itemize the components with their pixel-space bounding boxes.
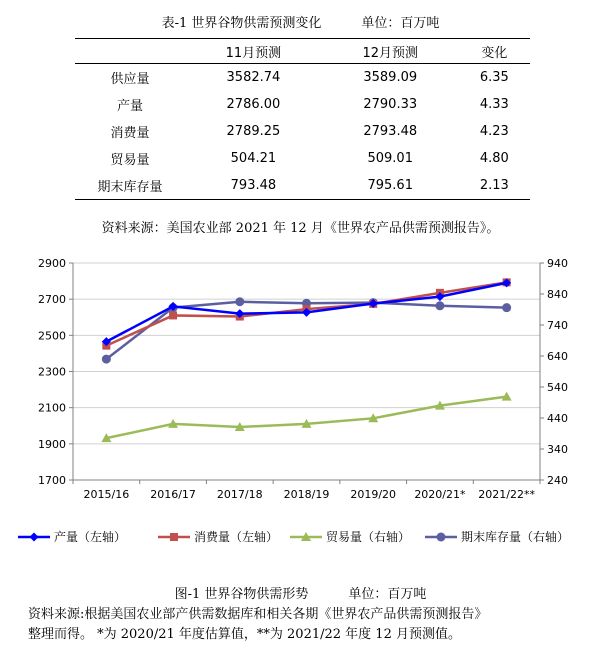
table-cell: 2786.00 xyxy=(226,97,281,112)
y-right-tick-label: 640 xyxy=(547,350,568,363)
figure-source-note: 整理而得。 *为 2020/21 年度估算值，**为 2021/22 年度 12 月预测值。 xyxy=(28,627,461,642)
row-label: 期末库存量 xyxy=(75,172,185,200)
table-unit: 单位：百万吨 xyxy=(361,16,440,31)
table-header-row xyxy=(75,39,530,64)
series-line xyxy=(106,397,506,439)
table-row xyxy=(75,64,530,92)
figure-source-line: 资料来源:根据美国农业部产供需数据库和相关各期《世界农产品供需预测报告》 xyxy=(28,607,488,622)
table-header-cell: 变化 xyxy=(459,39,530,64)
row-label: 供应量 xyxy=(110,72,150,87)
y-left-tick-label: 1700 xyxy=(38,474,66,487)
figure-source xyxy=(28,605,598,645)
circle-marker xyxy=(235,297,244,306)
table-cell: 3589.09 xyxy=(363,70,418,85)
y-left-tick-label: 2500 xyxy=(38,329,66,343)
x-tick-label: 2020/21* xyxy=(414,488,466,501)
x-tick-label: 2016/17 xyxy=(150,488,196,501)
y-right-tick-label: 240 xyxy=(547,474,568,487)
table-cell: 4.33 xyxy=(479,97,509,112)
x-tick-label: 2015/16 xyxy=(83,488,130,501)
y-right-tick-label: 540 xyxy=(547,381,568,394)
circle-marker xyxy=(437,533,446,542)
table-source: 资料来源：美国农业部 2021 年 12 月《世界农产品供需预测报告》。 xyxy=(101,221,500,236)
y-left-tick-label: 2300 xyxy=(38,365,66,379)
y-right-tick-label: 740 xyxy=(547,319,568,332)
row-label: 产量 xyxy=(116,99,143,114)
table-cell: 2789.25 xyxy=(226,124,281,139)
figure-unit: 单位：百万吨 xyxy=(348,587,427,602)
table-cell: 2790.33 xyxy=(363,97,418,112)
x-tick-label: 2017/18 xyxy=(216,488,263,501)
table-cell: 795.61 xyxy=(322,172,459,200)
y-right-tick-label: 840 xyxy=(547,288,568,301)
table-row xyxy=(75,91,530,118)
x-tick-label: 2021/22** xyxy=(478,488,535,501)
y-left-tick-label: 2900 xyxy=(38,257,66,270)
y-left-tick-label: 2700 xyxy=(38,293,66,307)
legend-label: 消费量（左轴） xyxy=(194,530,279,544)
row-label: 贸易量 xyxy=(110,153,150,168)
table-cell: 509.01 xyxy=(367,151,413,166)
circle-marker xyxy=(102,355,111,364)
table-title xyxy=(0,12,601,31)
legend-label: 贸易量（右轴） xyxy=(326,530,411,544)
table-cell: 4.80 xyxy=(479,151,509,166)
legend-label: 期末库存量（右轴） xyxy=(461,530,570,544)
circle-marker xyxy=(435,301,444,310)
supply-demand-table xyxy=(75,38,530,200)
diamond-marker xyxy=(30,533,39,542)
circle-marker xyxy=(502,303,511,312)
figure-caption-text: 图-1 世界谷物供需形势 xyxy=(174,587,309,602)
table-cell: 2793.48 xyxy=(363,124,418,139)
table-title-text: 表-1 世界谷物供需预测变化 xyxy=(161,16,322,31)
y-right-tick-label: 340 xyxy=(547,443,568,456)
row-label: 消费量 xyxy=(110,126,150,141)
table-cell: 793.48 xyxy=(185,172,322,200)
table-row xyxy=(75,145,530,172)
table-header-cell: 12月预测 xyxy=(322,39,459,64)
table-cell: 4.23 xyxy=(479,124,509,139)
x-tick-label: 2018/19 xyxy=(283,488,330,501)
y-left-tick-label: 2100 xyxy=(38,401,66,415)
table-cell: 504.21 xyxy=(230,151,277,166)
table-header-cell: 11月预测 xyxy=(185,39,322,64)
y-right-tick-label: 440 xyxy=(547,412,568,425)
square-marker xyxy=(169,311,177,319)
table-row xyxy=(75,118,530,145)
y-right-tick-label: 940 xyxy=(547,257,568,270)
grain-supply-chart xyxy=(0,250,601,575)
table-row xyxy=(75,172,530,200)
table-cell: 2.13 xyxy=(459,172,530,200)
legend-label: 产量（左轴） xyxy=(54,530,127,544)
table-cell: 6.35 xyxy=(479,70,509,85)
y-left-tick-label: 1900 xyxy=(38,437,66,451)
x-tick-label: 2019/20 xyxy=(350,488,397,501)
figure-caption xyxy=(0,583,601,602)
square-marker xyxy=(170,533,178,541)
table-cell: 3582.74 xyxy=(226,70,281,85)
table-header-cell xyxy=(75,39,185,64)
